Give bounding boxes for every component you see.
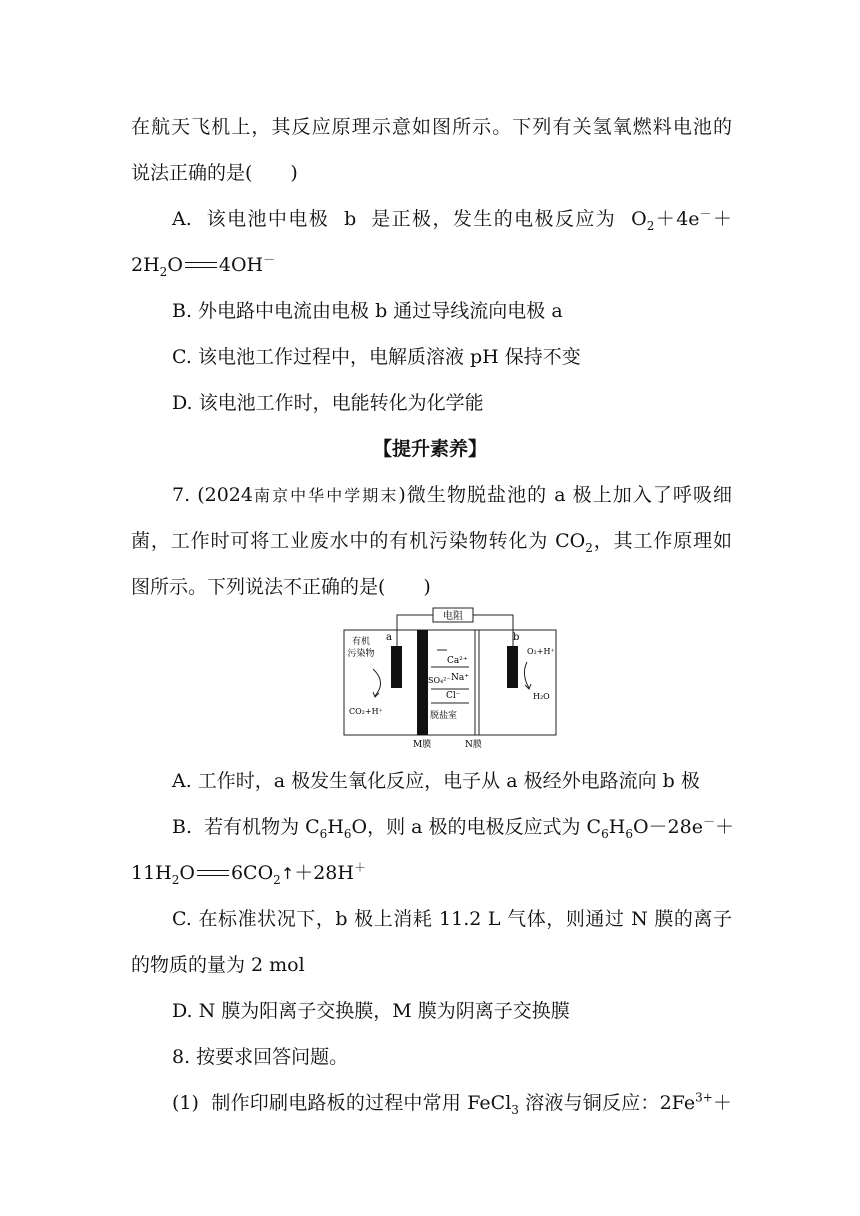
chamber-label: 脱盐室 xyxy=(430,711,458,721)
membrane-m-label: M膜 xyxy=(413,740,432,750)
electrode-b-label: b xyxy=(513,632,520,643)
ion-so4-label: SO₄²⁻ xyxy=(428,676,451,685)
electrode-b xyxy=(507,646,518,688)
right-product-label: H₂O xyxy=(533,692,550,701)
resistor-label: 电阻 xyxy=(443,611,463,622)
question-7-line3: 图所示。下列说法不正确的是( ) xyxy=(131,576,431,598)
question-8: 8. 按要求回答问题。 xyxy=(172,1046,349,1068)
membrane-m xyxy=(417,630,428,735)
desalination-cell-diagram xyxy=(343,604,563,752)
question-7-line1 xyxy=(172,480,732,511)
arrow-up-icon: ↑ xyxy=(280,864,295,883)
equals-sign xyxy=(197,869,229,879)
option-a-q7: A. 工作时，a 极发生氧化反应，电子从 a 极经外电路流向 b 极 xyxy=(172,770,700,792)
text-line: 在航天飞机上，其反应原理示意如图所示。下列有关氢氧燃料电池的 xyxy=(131,116,732,138)
ion-na-label: Na⁺ xyxy=(451,673,469,683)
question-7-line2: 菌，工作时可将工业废水中的有机污染物转化为 $CO_2$，其工作原理如 xyxy=(131,530,732,555)
source-label: 南京中华中学期末 xyxy=(252,486,399,505)
electrode-a xyxy=(391,646,402,688)
equals-sign xyxy=(185,261,217,271)
text-line: 说法正确的是( ) xyxy=(131,162,298,184)
option-c-q7-cont: 的物质的量为 2 mol xyxy=(131,954,305,976)
ion-cl-label: Cl⁻ xyxy=(446,691,461,701)
membrane-n-label: N膜 xyxy=(465,740,482,750)
ion-ca-label: Ca²⁺ xyxy=(447,656,468,666)
electrode-a-label: a xyxy=(386,632,392,643)
option-d-q6: D. 该电池工作时，电能转化为化学能 xyxy=(172,392,484,414)
option-a-q6 xyxy=(172,204,732,234)
question-8-part1: (1) 制作印刷电路板的过程中常用 FeCl$_3$ 溶液与铜反应：$2Fe^{3+}+$ xyxy=(172,1090,732,1117)
option-text: A. 该电池中电极 b 是正极，发生的电极反应为 $O_2+4e^-+$ xyxy=(172,206,732,233)
option-b-q7-cont: $11H_2O$ $6CO_2↑+28H^+$ xyxy=(131,860,366,887)
option-c-q7: C. 在标准状况下，b 极上消耗 11.2 L 气体，则通过 N 膜的离子 xyxy=(172,908,732,930)
question-text: )微生物脱盐池的 a 极上加入了呼吸细 xyxy=(398,484,732,506)
option-a-q6-cont: $2H_2O$ 4OH－ xyxy=(131,252,276,279)
right-reactant-label: O₂+H⁺ xyxy=(527,647,555,656)
pollutant-label: 污染物 xyxy=(347,649,375,659)
option-b-q7: B. 若有机物为 $C_6H_6O$，则 a 极的电极反应式为 $C_6H_6O-28e^-+$ xyxy=(172,814,734,841)
pollutant-label: 有机 xyxy=(351,637,371,647)
option-b-q6: B. 外电路中电流由电极 b 通过导线流向电极 a xyxy=(172,300,563,322)
left-product-label: CO₂+H⁺ xyxy=(349,707,383,716)
question-number: 7. (2024 xyxy=(172,484,253,506)
option-c-q6: C. 该电池工作过程中，电解质溶液 pH 保持不变 xyxy=(172,346,581,368)
section-heading: 【提升素养】 xyxy=(372,438,487,460)
option-d-q7: D. N 膜为阳离子交换膜，M 膜为阴离子交换膜 xyxy=(172,1000,570,1022)
